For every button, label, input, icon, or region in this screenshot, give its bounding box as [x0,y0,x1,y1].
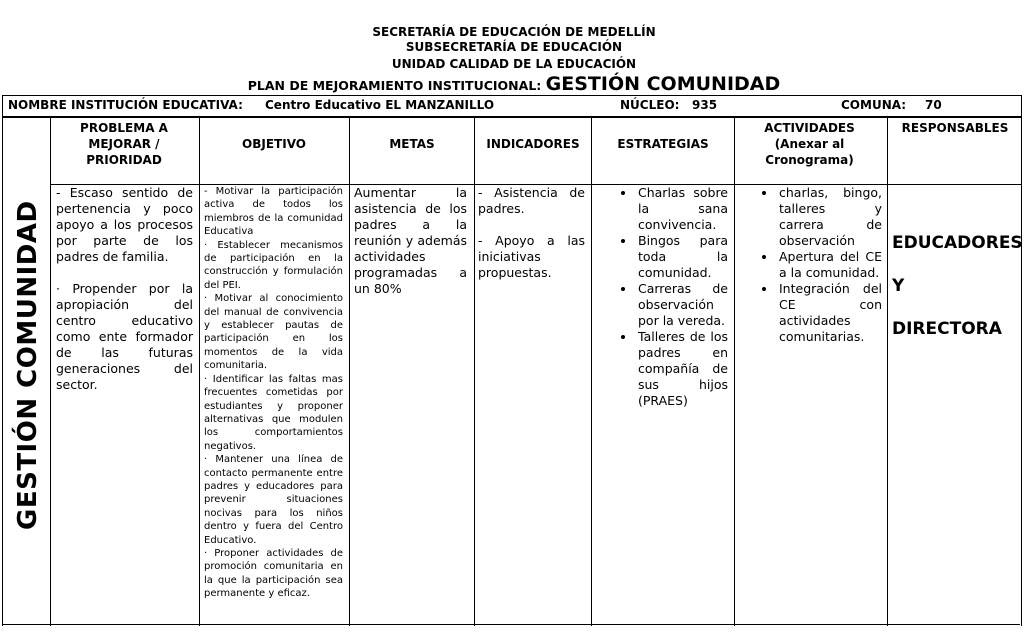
cell-estrategias [616,185,728,409]
problema-text: · Propender por la apropiación del centro educativo como ente formador de las futuras generaciones del sector. [56,281,193,392]
responsable-directora: DIRECTORA [892,319,1002,339]
col-header-indicadores: INDICADORES [486,137,580,151]
nucleo-value: 935 [692,98,718,112]
objetivo-item: · Mantener una línea de contacto permanente entre padres y educadores para prevenir situaciones nocivas para los niños dentro y fuera del Centro Educativo. [204,454,343,546]
col-divider [474,118,475,626]
side-label: GESTIÓN COMUNIDAD [13,200,43,530]
responsable-educadores: EDUCADORES [892,233,1023,253]
problema-text: - Escaso sentido de pertenencia y poco apoyo a los procesos por parte de los padres de familia. [56,185,193,264]
actividad-item: • Integración del CE con actividades comunitarias. [777,281,882,345]
header-line-2: SUBSECRETARÍA DE EDUCACIÓN [405,40,623,54]
col-divider [734,118,735,626]
col-divider [887,118,888,626]
estrategia-item: • Charlas sobre la sana convivencia. [636,185,728,233]
actividad-item: • Apertura del CE a la comunidad. [777,249,882,281]
col-divider [50,118,51,626]
estrategia-item: • Bingos para toda la comunidad. [636,233,728,281]
comuna-value: 70 [925,98,942,112]
metas-text: Aumentar la asistencia de los padres a la reunión y además actividades programadas a un 80% [354,185,467,296]
header-line-3: UNIDAD CALIDAD DE LA EDUCACIÓN [391,57,637,71]
indicador-item: - Apoyo a las iniciativas propuestas. [478,233,585,280]
objetivo-item: · Identificar las faltas mas frecuentes cometidas por estudiantes y proponer alternativas que modulen los comportamientos negativos. [204,373,343,452]
plan-title: GESTIÓN COMUNIDAD [545,73,781,95]
plan-title-line [0,73,1028,95]
objetivo-item: · Motivar al conocimiento del manual de convivencia y establecer pautas de participación en los momentos de la vida comunitaria. [204,293,343,372]
col-divider [591,118,592,626]
table-bottom-border [2,624,1020,625]
nucleo-label: NÚCLEO: [620,98,680,112]
objetivo-item: - Motivar la participación activa de todos los miembros de la comunidad Educativa [204,186,343,238]
institution-info-row [2,95,1022,117]
indicador-item: - Asistencia de padres. [478,185,585,216]
col-header-actividades: ACTIVIDADES (Anexar al Cronograma) [764,121,855,167]
objetivo-item: · Proponer actividades de promoción comunitaria en la que la participación sea permanente y eficaz. [204,547,343,600]
estrategia-item: • Carreras de observación por la vereda. [636,281,728,329]
cell-problema [56,185,193,393]
actividad-item: • charlas, bingo, talleres y carrera de observación [777,185,882,249]
col-header-problema: PROBLEMA A MEJORAR / PRIORIDAD [80,121,168,167]
col-header-objetivo: OBJETIVO [242,137,306,151]
col-header-responsables: RESPONSABLES [901,121,1009,135]
cell-objetivo [204,185,343,601]
col-divider [199,118,200,626]
cell-actividades [757,185,882,345]
col-header-metas: METAS [389,137,435,151]
objetivo-item: · Establecer mecanismos de participación en la construcción y formulación del PEI. [204,239,343,291]
col-header-estrategias: ESTRATEGIAS [617,137,709,151]
cell-indicadores [478,185,585,281]
header-line-1: SECRETARÍA DE EDUCACIÓN DE MEDELLÍN [372,25,656,39]
cell-metas [354,185,467,297]
responsable-y: Y [892,276,905,296]
institution-value: Centro Educativo EL MANZANILLO [265,98,495,112]
institution-label: NOMBRE INSTITUCIÓN EDUCATIVA: [8,98,243,112]
col-divider [349,118,350,626]
estrategia-item: • Talleres de los padres en compañía de sus hijos (PRAES) [636,329,728,409]
comuna-label: COMUNA: [841,98,907,112]
plan-label: PLAN DE MEJORAMIENTO INSTITUCIONAL: [247,78,542,93]
